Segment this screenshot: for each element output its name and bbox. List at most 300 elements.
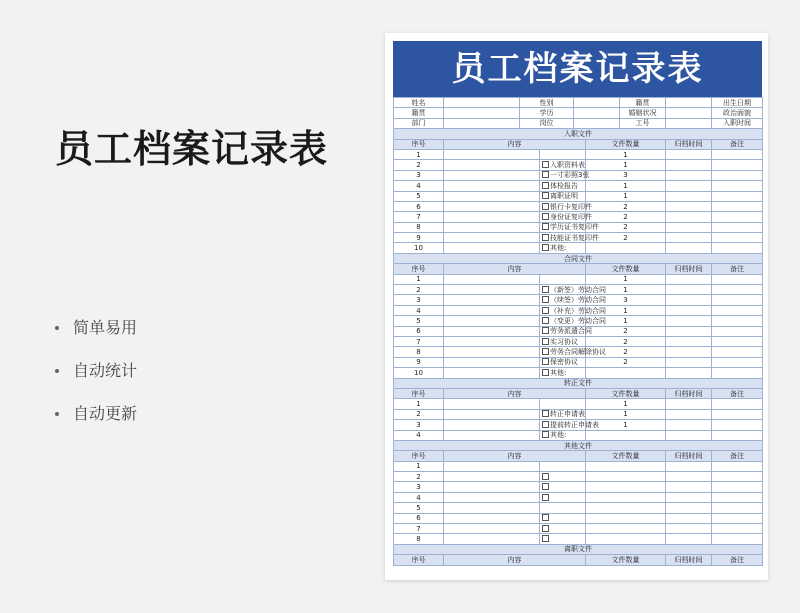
- header-date: 归档时间: [666, 451, 712, 461]
- row-spacer: [444, 170, 540, 180]
- row-content: [540, 285, 606, 295]
- table-row: [394, 149, 763, 159]
- row-qty: 1: [586, 181, 666, 191]
- row-remark: [712, 295, 763, 305]
- row-spacer: [444, 492, 540, 502]
- row-remark: [712, 160, 763, 170]
- row-date: [666, 212, 712, 222]
- column-header-row: [394, 139, 763, 149]
- row-content-text: 体检报告: [550, 181, 578, 190]
- bullet-icon: [55, 412, 59, 416]
- column-header-row: [394, 388, 763, 398]
- row-date: [666, 347, 712, 357]
- table-row: [394, 368, 763, 378]
- row-no: 10: [394, 368, 444, 378]
- row-date: [666, 503, 712, 513]
- row-no: 7: [394, 336, 444, 346]
- feature-item: 自动统计: [55, 349, 137, 392]
- row-spacer: [444, 305, 540, 315]
- row-no: 5: [394, 503, 444, 513]
- header-remark: 备注: [712, 451, 763, 461]
- table-row: [394, 461, 763, 471]
- row-content: [540, 243, 586, 253]
- checkbox-icon[interactable]: [542, 223, 549, 230]
- row-content: [540, 472, 586, 482]
- row-no: 4: [394, 181, 444, 191]
- row-date: [666, 472, 712, 482]
- row-spacer: [444, 461, 540, 471]
- row-spacer: [444, 534, 540, 544]
- checkbox-icon[interactable]: [542, 494, 549, 501]
- row-no: 2: [394, 409, 444, 419]
- row-content-text: 其他:: [550, 244, 567, 253]
- row-spacer: [444, 409, 540, 419]
- row-qty: [586, 243, 666, 253]
- row-qty: 2: [586, 357, 666, 367]
- info-label: 姓名: [394, 98, 444, 108]
- info-label: 岗位: [520, 118, 574, 128]
- row-no: 2: [394, 472, 444, 482]
- header-no: 序号: [394, 139, 444, 149]
- header-qty: 文件数量: [586, 388, 666, 398]
- info-label: 籍贯: [394, 108, 444, 118]
- info-value: [666, 98, 712, 108]
- row-spacer: [444, 274, 540, 284]
- row-spacer: [444, 233, 540, 243]
- row-content: [540, 409, 586, 419]
- row-spacer: [444, 316, 540, 326]
- header-content: 内容: [444, 388, 586, 398]
- row-remark: [712, 357, 763, 367]
- table-row: [394, 201, 763, 211]
- row-qty: 1: [586, 305, 666, 315]
- info-value: [444, 108, 520, 118]
- row-spacer: [444, 243, 540, 253]
- checkbox-icon[interactable]: [542, 473, 549, 480]
- header-no: 序号: [394, 264, 444, 274]
- row-spacer: [444, 399, 540, 409]
- row-remark: [712, 285, 763, 295]
- info-label: 工号: [620, 118, 666, 128]
- row-content: [540, 326, 592, 336]
- row-spacer: [444, 420, 540, 430]
- row-content-text: 一寸彩照3张: [550, 171, 590, 180]
- row-no: 6: [394, 513, 444, 523]
- row-no: 7: [394, 212, 444, 222]
- row-content-text: 劳务派遣合同: [550, 327, 592, 336]
- checkbox-icon[interactable]: [542, 296, 549, 303]
- checkbox-icon[interactable]: [542, 307, 549, 314]
- row-content: [540, 534, 586, 544]
- info-value: [574, 98, 620, 108]
- header-date: 归档时间: [666, 555, 712, 565]
- row-content: [540, 336, 586, 346]
- header-content: 内容: [444, 451, 586, 461]
- row-content-text: （新签）劳动合同: [550, 285, 606, 294]
- row-no: 5: [394, 316, 444, 326]
- row-date: [666, 420, 712, 430]
- info-label: 学历: [520, 108, 574, 118]
- row-qty: 2: [586, 212, 666, 222]
- table-row: [394, 295, 763, 305]
- row-content: [540, 295, 606, 305]
- archive-table: [393, 97, 763, 566]
- checkbox-icon[interactable]: [542, 514, 549, 521]
- row-no: 1: [394, 461, 444, 471]
- row-no: 2: [394, 285, 444, 295]
- row-content-text: 技能证书复印件: [550, 233, 599, 242]
- row-content: [540, 305, 606, 315]
- row-date: [666, 285, 712, 295]
- info-value: [574, 118, 620, 128]
- section-title-row: [394, 378, 763, 388]
- row-date: [666, 461, 712, 471]
- row-date: [666, 295, 712, 305]
- row-qty: 1: [586, 316, 666, 326]
- row-qty: [586, 482, 666, 492]
- row-qty: 1: [586, 420, 666, 430]
- row-date: [666, 149, 712, 159]
- row-content-text: 实习协议: [550, 337, 578, 346]
- checkbox-icon[interactable]: [542, 234, 549, 241]
- promo-title: 员工档案记录表: [55, 127, 329, 171]
- row-no: 6: [394, 201, 444, 211]
- table-row: [394, 409, 763, 419]
- row-date: [666, 482, 712, 492]
- row-remark: [712, 191, 763, 201]
- table-row: [394, 285, 763, 295]
- row-content: [540, 368, 586, 378]
- checkbox-icon[interactable]: [542, 338, 549, 345]
- row-remark: [712, 181, 763, 191]
- row-qty: 2: [586, 233, 666, 243]
- info-row: [394, 98, 763, 108]
- row-content-text: 保密协议: [550, 358, 578, 367]
- row-qty: 2: [586, 347, 666, 357]
- row-qty: [586, 534, 666, 544]
- table-row: [394, 336, 763, 346]
- table-row: [394, 160, 763, 170]
- row-content-text: 身份证复印件: [550, 212, 592, 221]
- spreadsheet-preview: [385, 33, 768, 580]
- row-remark: [712, 461, 763, 471]
- row-content-text: 学历证书复印件: [550, 223, 599, 232]
- row-content: [540, 149, 586, 159]
- row-no: 4: [394, 305, 444, 315]
- checkbox-icon[interactable]: [542, 525, 549, 532]
- table-row: [394, 233, 763, 243]
- row-content: [540, 201, 592, 211]
- row-remark: [712, 170, 763, 180]
- checkbox-icon[interactable]: [542, 161, 549, 168]
- row-spacer: [444, 503, 540, 513]
- row-spacer: [444, 357, 540, 367]
- row-no: 8: [394, 534, 444, 544]
- feature-list: [55, 306, 137, 435]
- row-spacer: [444, 160, 540, 170]
- row-date: [666, 430, 712, 440]
- row-content: [540, 316, 606, 326]
- section-title-row: [394, 440, 763, 450]
- row-spacer: [444, 513, 540, 523]
- section-title: 入职文件: [394, 129, 763, 139]
- row-date: [666, 336, 712, 346]
- header-remark: 备注: [712, 264, 763, 274]
- row-date: [666, 399, 712, 409]
- header-no: 序号: [394, 451, 444, 461]
- info-value: [574, 108, 620, 118]
- row-qty: [586, 430, 666, 440]
- row-no: 10: [394, 243, 444, 253]
- table-row: [394, 347, 763, 357]
- table-row: [394, 524, 763, 534]
- row-content: [540, 492, 586, 502]
- row-date: [666, 243, 712, 253]
- row-remark: [712, 201, 763, 211]
- column-header-row: [394, 264, 763, 274]
- checkbox-icon[interactable]: [542, 286, 549, 293]
- row-date: [666, 160, 712, 170]
- row-remark: [712, 409, 763, 419]
- row-remark: [712, 482, 763, 492]
- row-remark: [712, 316, 763, 326]
- checkbox-icon[interactable]: [542, 358, 549, 365]
- row-no: 8: [394, 222, 444, 232]
- row-no: 1: [394, 274, 444, 284]
- info-label: 籍贯: [620, 98, 666, 108]
- row-spacer: [444, 295, 540, 305]
- row-qty: 1: [586, 160, 666, 170]
- row-date: [666, 274, 712, 284]
- row-date: [666, 357, 712, 367]
- row-spacer: [444, 472, 540, 482]
- info-value: [666, 118, 712, 128]
- checkbox-icon[interactable]: [542, 348, 549, 355]
- row-content: [540, 399, 586, 409]
- row-qty: [586, 472, 666, 482]
- row-content-text: （补充）劳动合同: [550, 306, 606, 315]
- info-value: [444, 98, 520, 108]
- row-content-text: 离职证明: [550, 192, 578, 201]
- checkbox-icon[interactable]: [542, 244, 549, 251]
- row-content: [540, 274, 586, 284]
- row-qty: 1: [586, 409, 666, 419]
- table-row: [394, 181, 763, 191]
- header-remark: 备注: [712, 388, 763, 398]
- section-title-row: [394, 129, 763, 139]
- table-row: [394, 503, 763, 513]
- info-row: [394, 108, 763, 118]
- row-remark: [712, 336, 763, 346]
- column-header-row: [394, 555, 763, 565]
- bullet-icon: [55, 369, 59, 373]
- checkbox-icon[interactable]: [542, 369, 549, 376]
- table-row: [394, 430, 763, 440]
- row-no: 3: [394, 170, 444, 180]
- checkbox-icon[interactable]: [542, 213, 549, 220]
- checkbox-icon[interactable]: [542, 182, 549, 189]
- row-content: [540, 212, 592, 222]
- table-row: [394, 492, 763, 502]
- table-row: [394, 357, 763, 367]
- row-spacer: [444, 191, 540, 201]
- header-content: 内容: [444, 555, 586, 565]
- row-date: [666, 222, 712, 232]
- row-spacer: [444, 149, 540, 159]
- table-row: [394, 420, 763, 430]
- row-no: 7: [394, 524, 444, 534]
- row-content: [540, 357, 586, 367]
- table-row: [394, 472, 763, 482]
- row-date: [666, 524, 712, 534]
- checkbox-icon[interactable]: [542, 192, 549, 199]
- row-remark: [712, 420, 763, 430]
- info-value: [666, 108, 712, 118]
- row-content-text: 其他:: [550, 368, 567, 377]
- header-qty: 文件数量: [586, 555, 666, 565]
- row-content: [540, 524, 586, 534]
- row-no: 8: [394, 347, 444, 357]
- row-no: 5: [394, 191, 444, 201]
- checkbox-icon[interactable]: [542, 203, 549, 210]
- row-spacer: [444, 222, 540, 232]
- header-no: 序号: [394, 388, 444, 398]
- checkbox-icon[interactable]: [542, 171, 549, 178]
- table-row: [394, 305, 763, 315]
- header-no: 序号: [394, 555, 444, 565]
- row-remark: [712, 492, 763, 502]
- row-content-text: 劳务合同解除协议: [550, 348, 606, 357]
- table-row: [394, 326, 763, 336]
- row-no: 9: [394, 357, 444, 367]
- row-content: [540, 430, 586, 440]
- row-no: 3: [394, 420, 444, 430]
- section-title: 离职文件: [394, 544, 763, 554]
- row-no: 9: [394, 233, 444, 243]
- row-content: [540, 181, 586, 191]
- row-content: [540, 191, 586, 201]
- row-no: 4: [394, 492, 444, 502]
- row-qty: 1: [586, 274, 666, 284]
- row-no: 6: [394, 326, 444, 336]
- sheet-title: 员工档案记录表: [393, 41, 762, 97]
- table-row: [394, 222, 763, 232]
- row-no: 1: [394, 399, 444, 409]
- row-qty: [586, 524, 666, 534]
- table-row: [394, 399, 763, 409]
- row-date: [666, 191, 712, 201]
- column-header-row: [394, 451, 763, 461]
- row-qty: [586, 492, 666, 502]
- row-no: 3: [394, 295, 444, 305]
- section-title: 合同文件: [394, 253, 763, 263]
- row-spacer: [444, 285, 540, 295]
- header-remark: 备注: [712, 139, 763, 149]
- row-content: [540, 347, 606, 357]
- row-spacer: [444, 326, 540, 336]
- row-content-text: 其他:: [550, 431, 567, 440]
- row-qty: 3: [586, 170, 666, 180]
- checkbox-icon[interactable]: [542, 431, 549, 438]
- checkbox-icon[interactable]: [542, 483, 549, 490]
- bullet-icon: [55, 326, 59, 330]
- row-remark: [712, 233, 763, 243]
- row-content-text: （变更）劳动合同: [550, 316, 606, 325]
- header-date: 归档时间: [666, 139, 712, 149]
- row-remark: [712, 212, 763, 222]
- info-label: 性别: [520, 98, 574, 108]
- row-no: 3: [394, 482, 444, 492]
- row-no: 1: [394, 149, 444, 159]
- row-qty: 1: [586, 399, 666, 409]
- header-qty: 文件数量: [586, 139, 666, 149]
- row-remark: [712, 274, 763, 284]
- row-qty: 1: [586, 149, 666, 159]
- row-remark: [712, 368, 763, 378]
- row-spacer: [444, 336, 540, 346]
- section-title: 转正文件: [394, 378, 763, 388]
- row-spacer: [444, 201, 540, 211]
- header-qty: 文件数量: [586, 264, 666, 274]
- checkbox-icon[interactable]: [542, 410, 549, 417]
- table-row: [394, 534, 763, 544]
- row-content: [540, 222, 599, 232]
- info-value: [444, 118, 520, 128]
- row-date: [666, 492, 712, 502]
- row-spacer: [444, 368, 540, 378]
- info-row: [394, 118, 763, 128]
- row-qty: 2: [586, 201, 666, 211]
- table-row: [394, 482, 763, 492]
- feature-item: 简单易用: [55, 306, 137, 349]
- row-content-text: 提前转正申请表: [550, 420, 599, 429]
- header-qty: 文件数量: [586, 451, 666, 461]
- table-row: [394, 316, 763, 326]
- checkbox-icon[interactable]: [542, 535, 549, 542]
- row-qty: 1: [586, 191, 666, 201]
- row-spacer: [444, 524, 540, 534]
- row-no: 2: [394, 160, 444, 170]
- table-row: [394, 243, 763, 253]
- row-content: [540, 503, 586, 513]
- row-remark: [712, 524, 763, 534]
- table-row: [394, 513, 763, 523]
- header-date: 归档时间: [666, 388, 712, 398]
- info-label: 婚姻状况: [620, 108, 666, 118]
- header-remark: 备注: [712, 555, 763, 565]
- checkbox-icon[interactable]: [542, 317, 549, 324]
- row-remark: [712, 534, 763, 544]
- info-label: 政治面貌: [712, 108, 763, 118]
- section-title-row: [394, 253, 763, 263]
- row-qty: 2: [586, 336, 666, 346]
- table-row: [394, 170, 763, 180]
- info-label: 出生日期: [712, 98, 763, 108]
- row-date: [666, 181, 712, 191]
- header-date: 归档时间: [666, 264, 712, 274]
- checkbox-icon[interactable]: [542, 421, 549, 428]
- section-title: 其他文件: [394, 440, 763, 450]
- row-spacer: [444, 181, 540, 191]
- checkbox-icon[interactable]: [542, 327, 549, 334]
- row-no: 4: [394, 430, 444, 440]
- row-remark: [712, 149, 763, 159]
- row-qty: 2: [586, 222, 666, 232]
- row-date: [666, 326, 712, 336]
- row-date: [666, 305, 712, 315]
- info-label: 部门: [394, 118, 444, 128]
- row-content: [540, 233, 599, 243]
